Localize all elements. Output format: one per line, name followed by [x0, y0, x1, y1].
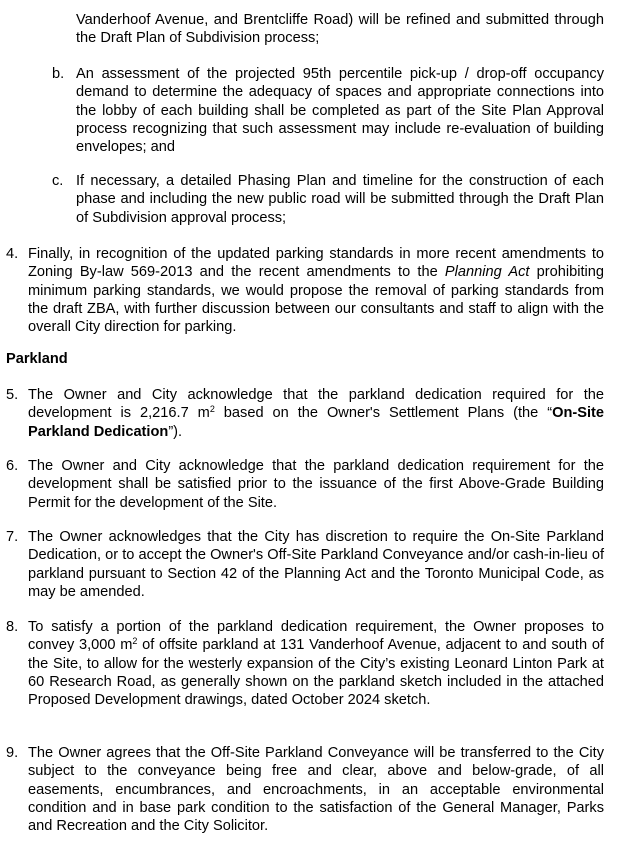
sub-item-c-marker: c.	[52, 173, 64, 189]
item-5-number: 5.	[6, 387, 19, 403]
item-8-text-after: of offsite parkland at 131 Vanderhoof Avenue, adjacent to and south of the Site, to allow for the westerly expansion of the City’s existing Leonard Linton Park at 60 Research Road, as generally shown on the parkland sketch included in the attached Proposed Development drawings, dated October 2024 sketch.	[28, 637, 604, 709]
item3a-continuation	[76, 11, 604, 48]
item-5-text-after: ”).	[168, 423, 183, 440]
sub-item-b-text: An assessment of the projected 95th percentile pick-up / drop-off occupancy demand to determine the adequacy of spaces and appropriate connections into the lobby of each building shall be completed as part of the Site Plan Approval process recognizing that such assessment may include re-evaluation of building envelopes; and	[76, 66, 604, 156]
item-5-superscript: 2	[209, 404, 215, 415]
item-8-text-before: To satisfy a portion of the parkland dedication requirement, the Owner proposes to convey 3,000 m	[28, 619, 604, 654]
item-9-text: The Owner agrees that the Off-Site Parkland Conveyance will be transferred to the City subject to the conveyance being free and clear, above and below-grade, of all easements, encumbrances, and encroachments, in an acceptable environmental condition and in base park condition to the satisfaction of the General Manager, Parks and Recreation and the City Solicitor.	[28, 745, 604, 835]
item-4-text-before: Finally, in recognition of the updated parking standards in more recent amendments to Zoning By-law 569-2013 and the recent amendments to the	[28, 246, 604, 281]
item-8-superscript: 2	[132, 636, 138, 647]
item-9-number: 9.	[6, 745, 19, 761]
item-7-number: 7.	[6, 529, 19, 545]
item-4-number: 4.	[6, 246, 19, 262]
item-4-text-after: prohibiting minimum parking standards, we would propose the removal of parking standards from the draft ZBA, with further discussion between our consultants and staff to align with the overall City direction for parking.	[28, 264, 604, 336]
sub-item-b-marker: b.	[52, 66, 65, 82]
sub-item-c-text: If necessary, a detailed Phasing Plan and timeline for the construction of each phase and including the new public road will be submitted through the Draft Plan of Subdivision approval process;	[76, 173, 604, 226]
defined-term-on-site-parkland-dedication: On-Site Parkland Dedication	[28, 405, 604, 440]
item-5-text-before: The Owner and City acknowledge that the parkland dedication required for the development is 2,216.7 m	[28, 387, 604, 422]
section-heading-parkland: Parkland	[6, 351, 68, 367]
item-6-number: 6.	[6, 458, 19, 474]
item-8-number: 8.	[6, 619, 19, 635]
item-6-text: The Owner and City acknowledge that the parkland dedication requirement for the development shall be satisfied prior to the issuance of the first Above-Grade Building Permit for the development of the Site.	[28, 458, 604, 511]
item-5-text-middle: based on the Owner's Settlement Plans (the “	[214, 405, 553, 422]
item-7-text: The Owner acknowledges that the City has discretion to require the On-Site Parkland Dedication, or to accept the Owner's Off-Site Parkland Conveyance and/or cash-in-lieu of parkland pursuant to Section 42 of the Planning Act and the Toronto Municipal Code, as may be amended.	[28, 529, 604, 600]
item-5-text	[28, 386, 604, 441]
item-8-text	[28, 618, 604, 709]
continuation-text: Vanderhoof Avenue, and Brentcliffe Road) will be refined and submitted through the Draft Plan of Subdivision process;	[76, 12, 604, 47]
planning-act-reference: Planning Act	[444, 264, 530, 281]
item-4-text	[28, 245, 604, 336]
